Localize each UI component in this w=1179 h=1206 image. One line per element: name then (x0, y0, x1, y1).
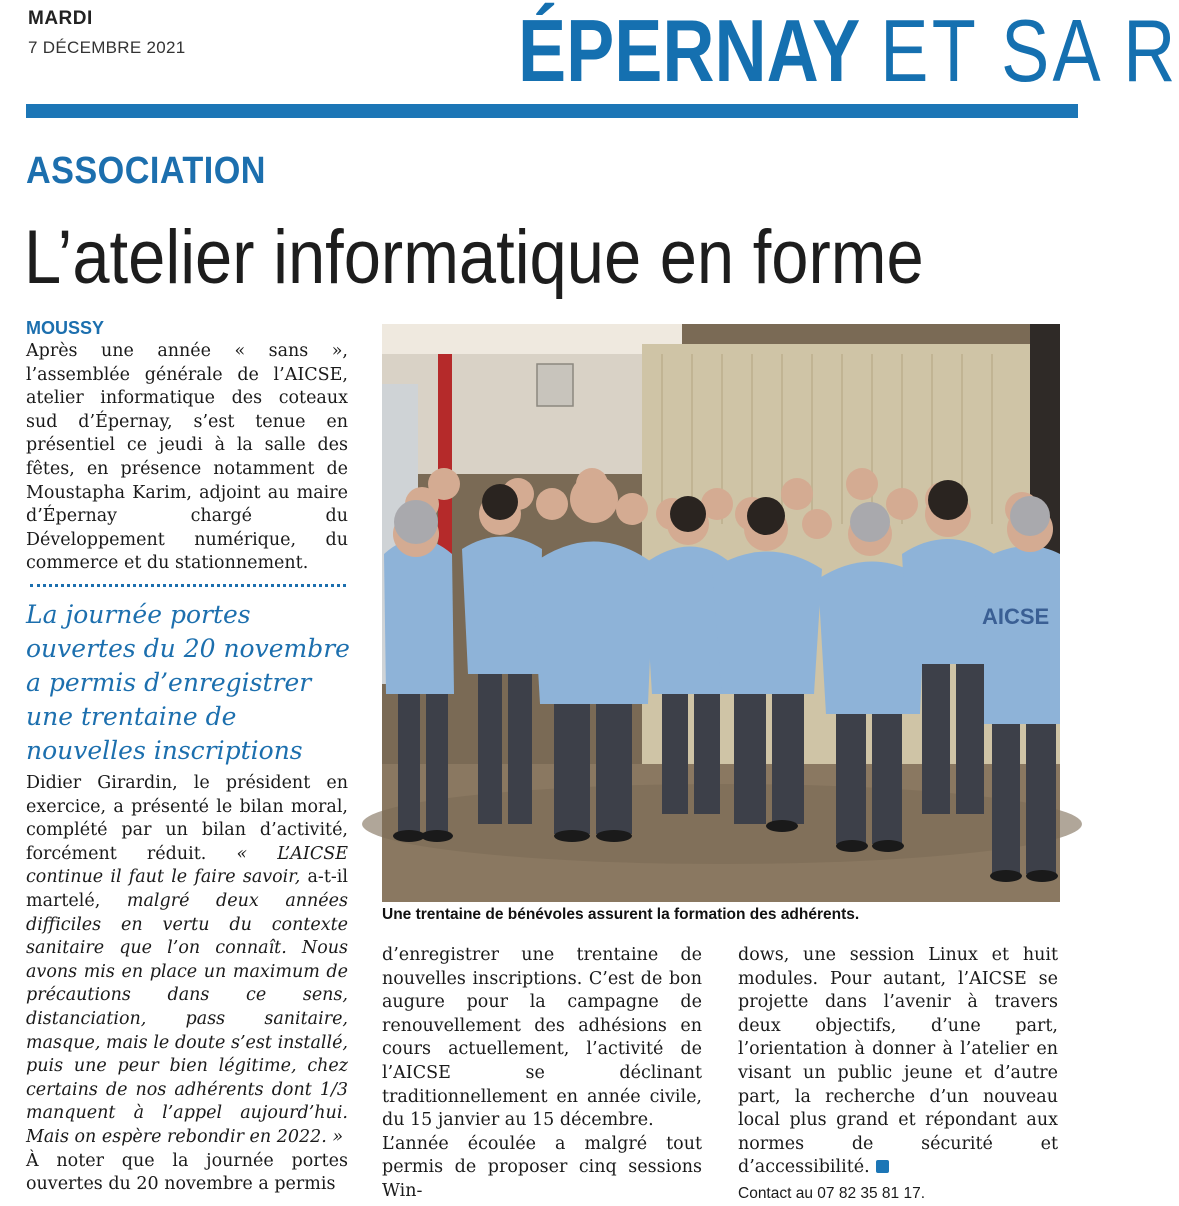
pull-quote: La journée portes ouvertes du 20 novembre a permis d’enregistrer une trentaine de nouvelles inscriptions (26, 600, 350, 765)
article-kicker: ASSOCIATION (26, 150, 266, 192)
body-paragraph: L’année écoulée a malgré tout permis de proposer cinq sessions Win- (382, 1133, 702, 1201)
section-masthead (518, 0, 1179, 106)
issue-day: MARDI (28, 8, 93, 29)
article-photo (382, 324, 1060, 902)
body-text: a-t-il martelé, (26, 867, 348, 911)
masthead-region: ET SA R (880, 1, 1179, 100)
article-column-1 (26, 772, 348, 1197)
tshirt-logo-text: AICSE (982, 604, 1050, 629)
header-rule (26, 104, 1078, 118)
article-column-3 (738, 944, 1058, 1206)
issue-date: 7 DÉCEMBRE 2021 (28, 38, 186, 57)
article-lead (26, 340, 348, 576)
article-headline: L’atelier informatique en forme (24, 215, 924, 300)
end-of-article-icon (876, 1160, 889, 1173)
body-paragraph (26, 772, 348, 1150)
photo-caption: Une trentaine de bénévoles assurent la formation des adhérents. (382, 906, 860, 923)
body-paragraph (738, 944, 1058, 1180)
body-paragraph: À noter que la journée portes ouvertes du 20 novembre a permis (26, 1150, 348, 1195)
contact-line: Contact au 07 82 35 81 17. (738, 1184, 926, 1202)
body-text: Didier Girardin, le président en exercice, a présenté le bilan moral, complété par un bilan d’activité, forcément réduit. (26, 773, 348, 864)
body-text: dows, une session Linux et huit modules. Pour autant, l’AICSE se projette dans l’avenir à travers deux objectifs, d’une part, l’orientation à donner à l’atelier en visant un public jeune et d’autre part, la recherche d’un nouveau local plus grand et répondant aux normes de sécurité et d’accessibilité. (738, 945, 1058, 1178)
lead-paragraph: Après une année « sans », l’assemblée générale de l’AICSE, atelier informatique des coteaux sud d’Épernay, s’est tenue en présentiel ce jeudi à la salle des fêtes, en présence notamment de Moustapha Karim, adjoint au maire d’Épernay chargé du Développement numérique, du commerce et du stationnement. (26, 341, 348, 574)
group-photo-illustration (382, 324, 1060, 902)
quote-text: « L’AICSE continue il faut le faire savoir, (26, 843, 348, 888)
article-location: MOUSSY (26, 318, 105, 338)
body-paragraph: d’enregistrer une trentaine de nouvelles inscriptions. C’est de bon augure pour la campagne de renouvellement des adhésions en cours actuellement, l’activité de l’AICSE se déclinant traditionnellement en année civile, du 15 janvier au 15 décembre. (382, 945, 702, 1131)
quote-text: malgré deux années difficiles en vertu du contexte sanitaire que l’on connaît. Nous avons mis en place un maximum de précautions dans ce sens, distanciation, pass sanitaire, masque, mais le doute s’est installé, puis une peur bien légitime, chez certains de nos adhérents dont 1/3 manquent à l’appel aujourd’hui. Mais on espère rebondir en 2022. » (26, 890, 348, 1147)
masthead-city: ÉPERNAY (518, 1, 861, 100)
article-column-2 (382, 944, 702, 1204)
dotted-separator (30, 584, 346, 587)
